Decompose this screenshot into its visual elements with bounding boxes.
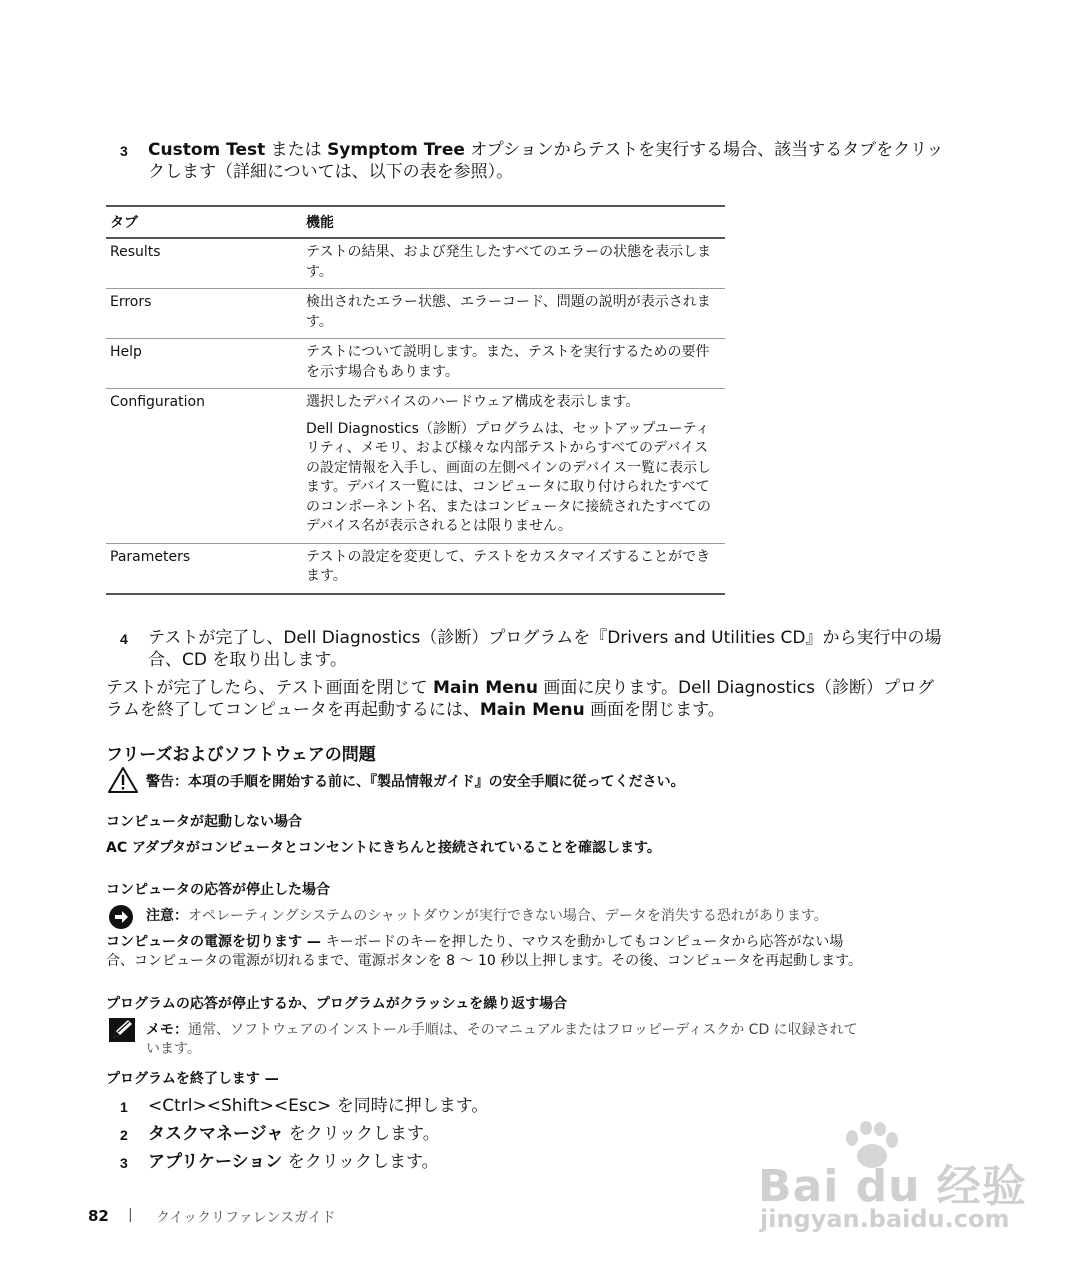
final-step-1 [148,1095,488,1117]
warning-triangle-icon [107,766,139,794]
table-row [106,543,725,594]
tab-name-parameters: Parameters [106,543,302,594]
notice-label: 注意： [146,908,188,924]
final-step-3-text: をクリックします。 [282,1152,439,1172]
step-3-text [148,139,968,183]
page-number: 82 [88,1207,109,1225]
tab-function-table [106,205,725,595]
main-menu-label-2: Main Menu [479,700,585,720]
paragraph-line-1 [106,677,986,699]
tab-function-errors: 検出されたエラー状態、エラーコード、問題の説明が表示されます。 [306,294,711,330]
custom-test-label: Custom Test [148,140,266,160]
tab-function-parameters: テストの設定を変更して、テストをカスタマイズすることができます。 [306,548,711,584]
tab-function-help: テストについて説明します。また、テストを実行するための要件を示す場合もあります。 [306,344,710,380]
no-boot-text: AC アダプタがコンピュータとコンセントにきちんと接続されていることを確認します。 [106,840,661,856]
power-off-lead: コンピュータの電源を切ります — [106,934,326,950]
paragraph-text-4: 画面を閉じます。 [584,700,725,720]
step-3-line-1 [148,139,968,161]
task-manager-label: タスクマネージャ [148,1124,284,1144]
final-step-2-text: をクリックします。 [283,1124,440,1144]
paragraph-text-2: 画面に戻ります。Dell Diagnostics（診断）プログ [537,678,935,698]
tab-name-configuration: Configuration [106,389,302,544]
power-off-line-2: 合、コンピュータの電源が切れるまで、電源ボタンを 8 ～ 10 秒以上押します。その後、コンピュータを再起動します。 [106,953,862,969]
notice-text: オペレーティングシステムのシャットダウンが実行できない場合、データを消失する恐れがあります。 [188,908,828,924]
memo-pencil-icon [108,1017,136,1043]
memo-label: メモ： [146,1022,188,1038]
return-main-menu-paragraph [106,677,986,721]
final-step-number-1: 1 [120,1099,128,1115]
final-step-number-3: 3 [120,1155,128,1171]
memo-block [146,1021,976,1059]
table-header-function: 機能 [302,206,725,238]
step-3-connector: または [265,140,328,160]
power-off-text-1: キーボードのキーを押したり、マウスを動かしてもコンピュータから応答がない場 [325,934,844,950]
paragraph-line-2 [106,699,986,721]
no-boot-title: コンピュータが起動しない場合 [106,814,302,830]
warning-text: 警告：本項の手順を開始する前に、『製品情報ガイド』の安全手順に従ってください。 [146,774,685,790]
tab-name-help: Help [106,339,302,389]
tab-function-configuration-detail: Dell Diagnostics（診断）プログラムは、セットアップユーティリティ、メモリ、および様々な内部テストからすべてのデバイスの設定情報を入手し、画面の左側ペインのデバイス一覧に表示します。デバイス一覧には、コンピュータに取り付けられたすべてのコンポーネント名、またはコンピュータに接続されたすべてのデバイス名が表示されるとは限りません。 [306,420,712,534]
program-crash-title: プログラムの応答が停止するか、プログラムがクラッシュを繰り返す場合 [106,996,568,1012]
step-4-line-1: テストが完了し、Dell Diagnostics（診断）プログラムを『Drivers and Utilities CD』から実行中の場 [148,628,942,648]
step-4-line-2: 合、CD を取り出します。 [148,650,348,670]
table-row [106,289,725,339]
paragraph-text-1: テストが完了したら、テスト画面を閉じて [106,678,434,698]
symptom-tree-label: Symptom Tree [327,140,465,160]
table-header-tab: タブ [106,206,302,238]
section-title: フリーズおよびソフトウェアの問題 [106,745,376,765]
footer-separator: | [128,1207,133,1223]
table-row [106,238,725,289]
step-3-line-2: クします（詳細については、以下の表を参照）。 [148,162,514,182]
table-row [106,389,725,544]
memo-line-2: います。 [146,1041,201,1057]
final-step-3 [148,1151,439,1173]
notice-arrow-icon [108,904,134,930]
step-number-4: 4 [120,631,128,647]
memo-text-1: 通常、ソフトウェアのインストール手順は、そのマニュアルまたはフロッピーディスクか CD に収録されて [188,1022,858,1038]
main-menu-label: Main Menu [433,678,538,698]
end-program-lead: プログラムを終了します — [106,1071,279,1087]
power-off-line-1 [106,933,986,952]
table-row [106,339,725,389]
final-step-2 [148,1123,440,1145]
final-step-number-2: 2 [120,1127,128,1143]
final-step-1-text: <Ctrl><Shift><Esc> を同時に押します。 [148,1096,489,1116]
step-3-description: オプションからテストを実行する場合、該当するタブをクリッ [464,140,944,160]
notice-line [146,907,976,926]
power-off-paragraph [106,933,986,971]
watermark-logo: Bai du 经验 [758,1161,1027,1212]
tab-function-results: テストの結果、および発生したすべてのエラーの状態を表示します。 [306,244,712,280]
step-number-3: 3 [120,143,128,159]
watermark-url: jingyan.baidu.com [760,1205,1010,1233]
memo-line-1 [146,1021,976,1040]
footer-title: クイックリファレンスガイド [156,1210,336,1226]
paragraph-text-3: ラムを終了してコンピュータを再起動するには、 [106,700,480,720]
no-response-title: コンピュータの応答が停止した場合 [106,882,330,898]
tab-function-configuration: 選択したデバイスのハードウェア構成を表示します。 [306,394,640,410]
tab-name-results: Results [106,238,302,289]
tab-name-errors: Errors [106,289,302,339]
step-4-text [148,627,978,671]
applications-label: アプリケーション [148,1152,283,1172]
